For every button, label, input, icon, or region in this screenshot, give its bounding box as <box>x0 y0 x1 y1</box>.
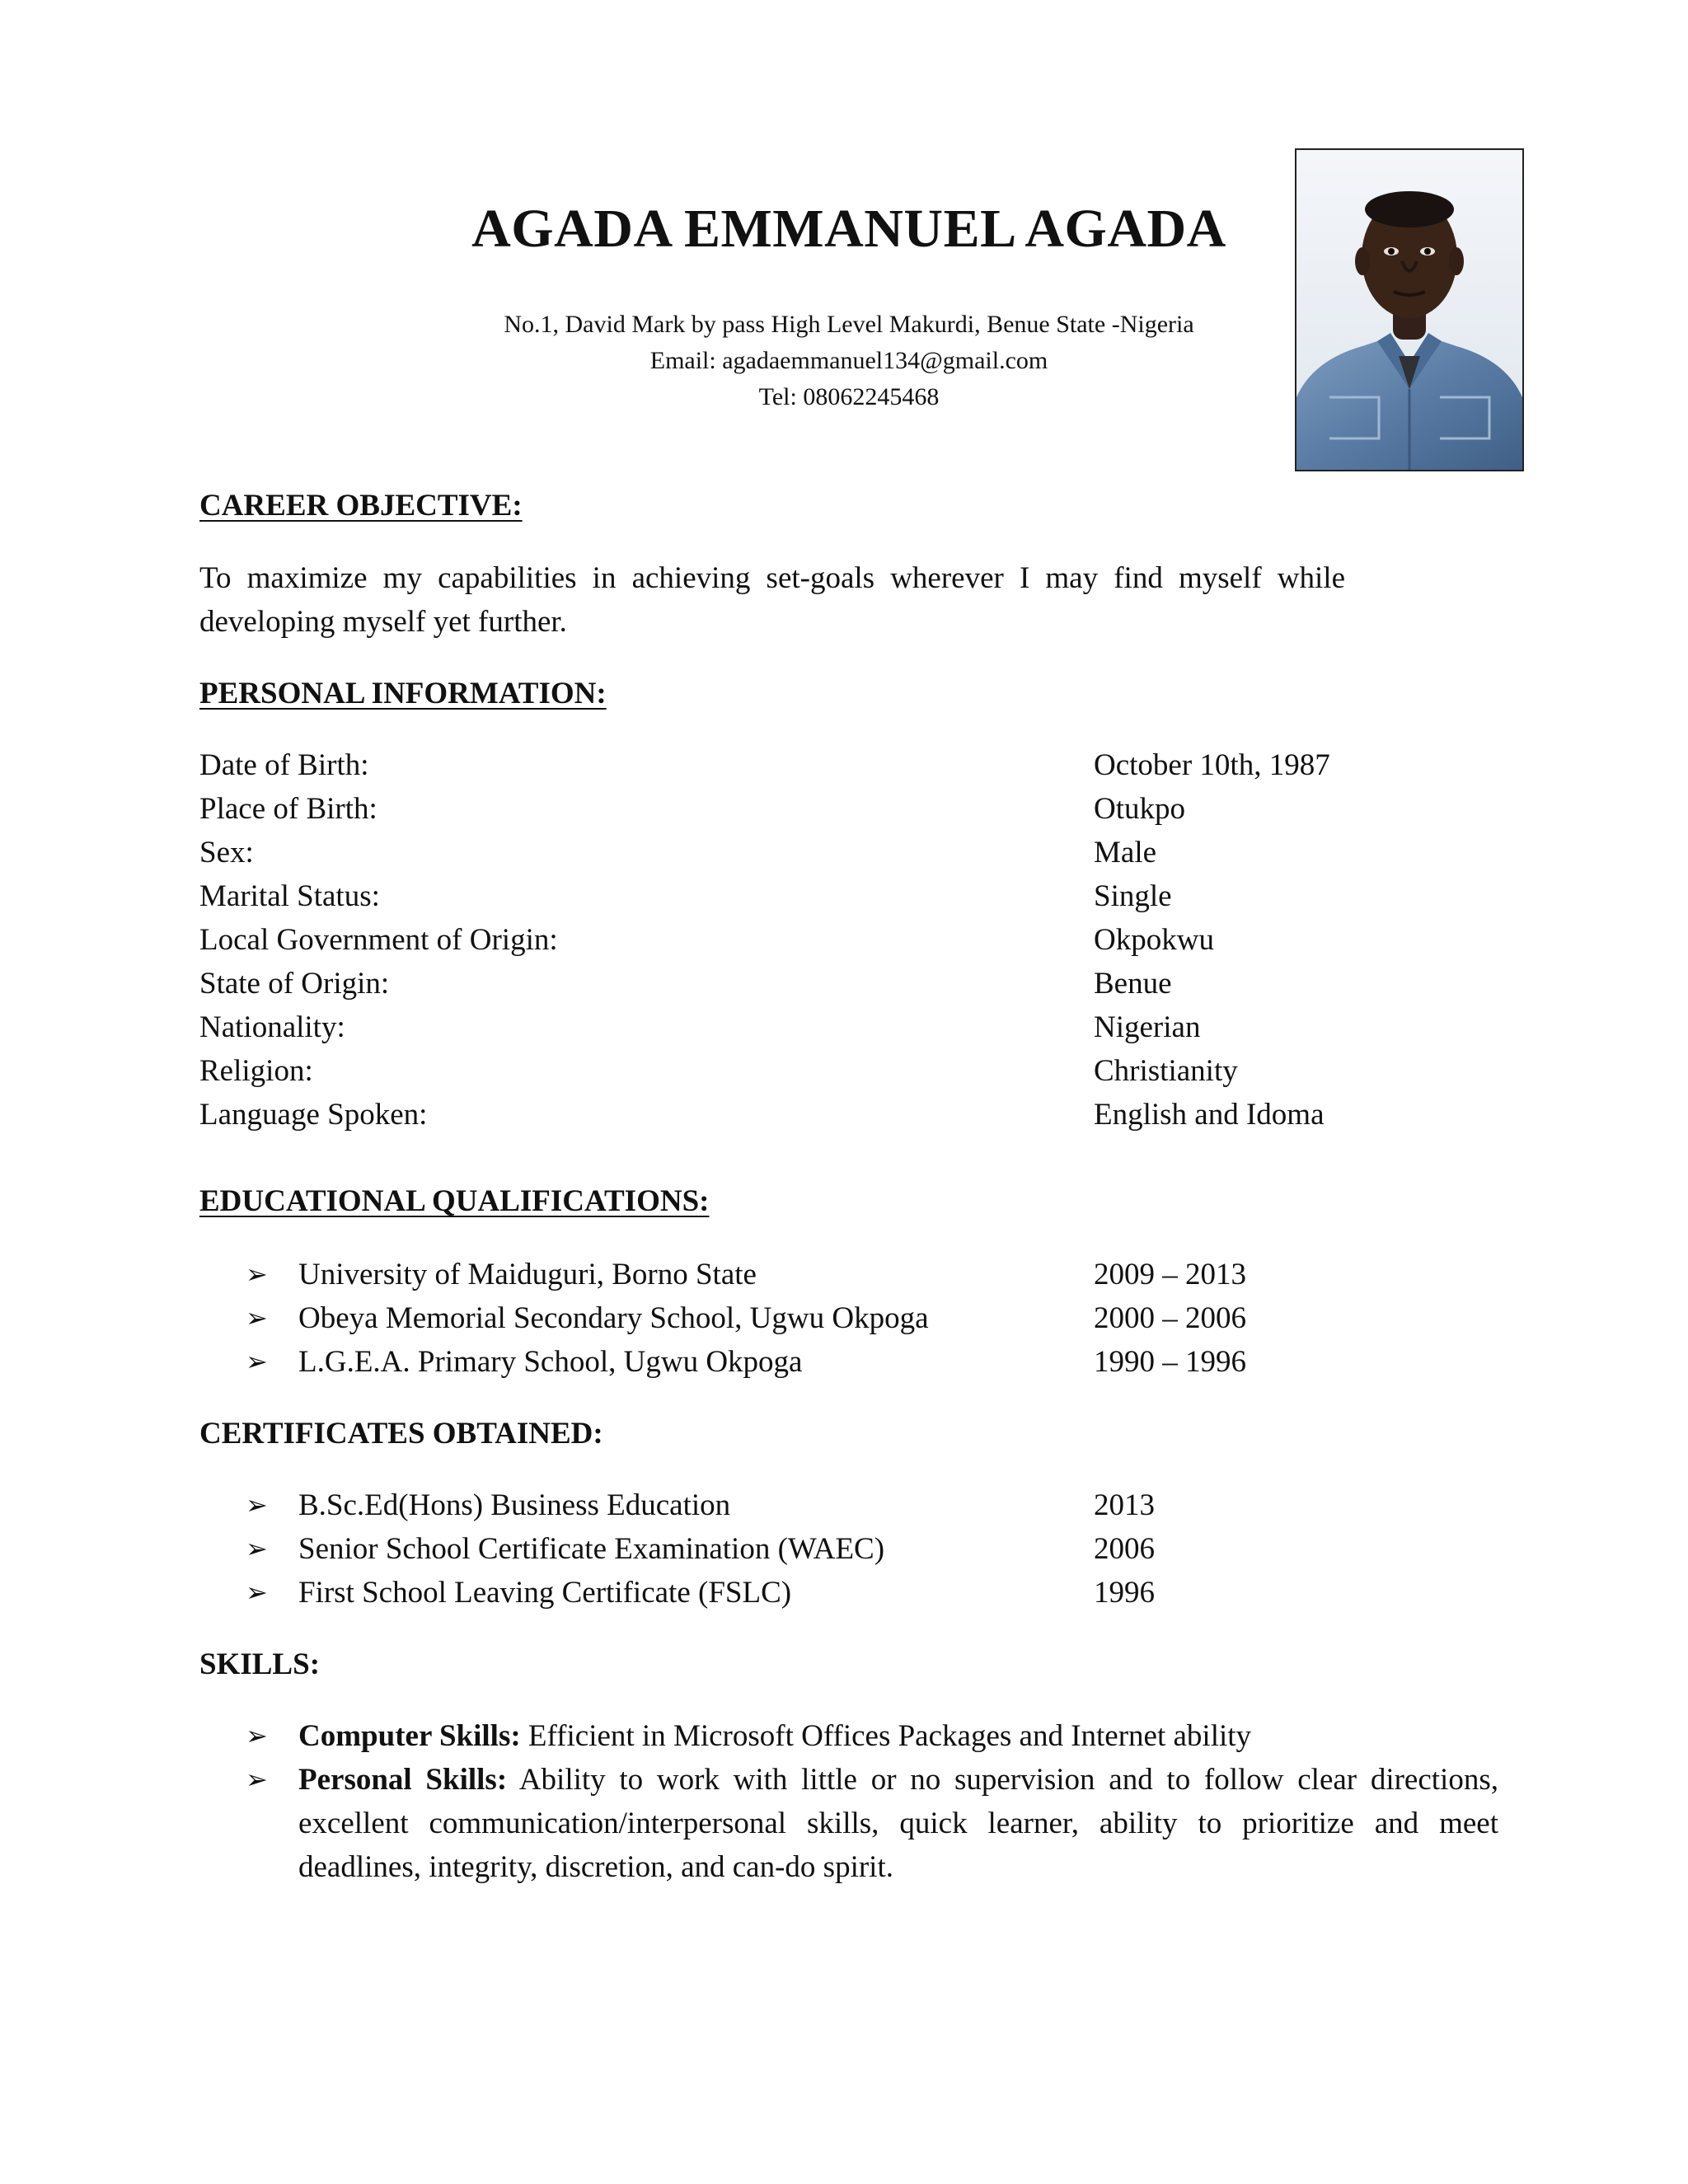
education-item <box>246 1340 1647 1384</box>
personal-information-heading: PERSONAL INFORMATION: <box>199 677 607 710</box>
portrait-icon <box>1296 150 1522 470</box>
arrow-bullet-icon: ➢ <box>246 1258 268 1290</box>
info-value: English and Idoma <box>1094 1098 1325 1132</box>
email-line: Email: agadaemmanuel134@gmail.com <box>649 347 1048 374</box>
arrow-bullet-icon: ➢ <box>246 1577 268 1608</box>
school-years: 2000 – 2006 <box>1094 1301 1246 1335</box>
certificate-item <box>246 1571 1647 1615</box>
skill-item <box>246 1758 1498 1889</box>
portrait-photo <box>1295 148 1524 471</box>
education-heading: EDUCATIONAL QUALIFICATIONS: <box>199 1184 710 1218</box>
certificate-item <box>246 1527 1647 1571</box>
skill-title: Computer Skills: <box>298 1719 521 1753</box>
career-objective-heading: CAREER OBJECTIVE: <box>199 489 523 523</box>
personal-info-row <box>199 874 1601 918</box>
school-name: L.G.E.A. Primary School, Ugwu Okpoga <box>298 1345 803 1379</box>
personal-info-row <box>199 743 1601 787</box>
arrow-bullet-icon: ➢ <box>246 1489 268 1521</box>
info-value: Benue <box>1094 967 1172 1001</box>
info-label: Religion: <box>199 1054 313 1088</box>
info-value: Otukpo <box>1094 792 1185 826</box>
info-value: Male <box>1094 836 1157 869</box>
personal-info-row <box>199 1005 1601 1049</box>
info-label: Sex: <box>199 836 254 869</box>
info-label: Marital Status: <box>199 879 380 913</box>
candidate-name: AGADA EMMANUEL AGADA <box>471 199 1226 259</box>
skill-item <box>246 1714 1498 1758</box>
info-label: Nationality: <box>199 1010 345 1044</box>
certificate-year: 2013 <box>1094 1488 1155 1522</box>
info-label: Language Spoken: <box>199 1098 428 1132</box>
arrow-bullet-icon: ➢ <box>246 1720 268 1751</box>
arrow-bullet-icon: ➢ <box>246 1533 268 1564</box>
info-label: Date of Birth: <box>199 748 369 782</box>
certificates-heading: CERTIFICATES OBTAINED: <box>199 1417 603 1451</box>
info-value: Christianity <box>1094 1054 1238 1088</box>
info-label: State of Origin: <box>199 967 390 1001</box>
info-value: Single <box>1094 879 1172 913</box>
school-years: 2009 – 2013 <box>1094 1258 1246 1291</box>
phone-line: Tel: 08062245468 <box>758 383 940 410</box>
school-name: University of Maiduguri, Borno State <box>298 1258 757 1291</box>
arrow-bullet-icon: ➢ <box>246 1764 268 1795</box>
skill-description: Ability to work with little or no supervision and to follow clear directions, excellent communication/interpersonal skills, quick learner, ability to prioritize and meet deadlines, integrity, discretion, and can-do spirit. <box>298 1763 1498 1884</box>
school-name: Obeya Memorial Secondary School, Ugwu Okpoga <box>298 1301 929 1335</box>
skill-description: Efficient in Microsoft Offices Packages and Internet ability <box>528 1719 1252 1753</box>
skill-text <box>298 1758 1498 1889</box>
career-objective-text: To maximize my capabilities in achieving set-goals wherever I may find myself while developing myself yet further. <box>199 561 1345 639</box>
certificate-item <box>246 1483 1647 1527</box>
skills-heading: SKILLS: <box>199 1647 321 1681</box>
personal-info-row <box>199 787 1601 831</box>
certificate-name: B.Sc.Ed(Hons) Business Education <box>298 1488 731 1522</box>
info-value: Okpokwu <box>1094 923 1214 957</box>
school-years: 1990 – 1996 <box>1094 1345 1246 1379</box>
skill-text <box>298 1714 1498 1758</box>
info-label: Local Government of Origin: <box>199 923 558 957</box>
certificate-name: First School Leaving Certificate (FSLC) <box>298 1576 792 1610</box>
arrow-bullet-icon: ➢ <box>246 1346 268 1377</box>
certificate-name: Senior School Certificate Examination (WAEC) <box>298 1532 885 1566</box>
education-item <box>246 1253 1647 1296</box>
education-item <box>246 1296 1647 1340</box>
personal-info-row <box>199 962 1601 1005</box>
address-line: No.1, David Mark by pass High Level Makurdi, Benue State -Nigeria <box>504 311 1194 338</box>
certificate-year: 2006 <box>1094 1532 1155 1566</box>
arrow-bullet-icon: ➢ <box>246 1302 268 1333</box>
personal-info-row <box>199 918 1601 962</box>
info-value: Nigerian <box>1094 1010 1201 1044</box>
personal-info-row <box>199 831 1601 874</box>
info-value: October 10th, 1987 <box>1094 748 1330 782</box>
personal-info-row <box>199 1049 1601 1093</box>
skill-title: Personal Skills: <box>298 1763 508 1797</box>
personal-info-row <box>199 1093 1601 1137</box>
certificate-year: 1996 <box>1094 1576 1155 1610</box>
info-label: Place of Birth: <box>199 792 377 826</box>
